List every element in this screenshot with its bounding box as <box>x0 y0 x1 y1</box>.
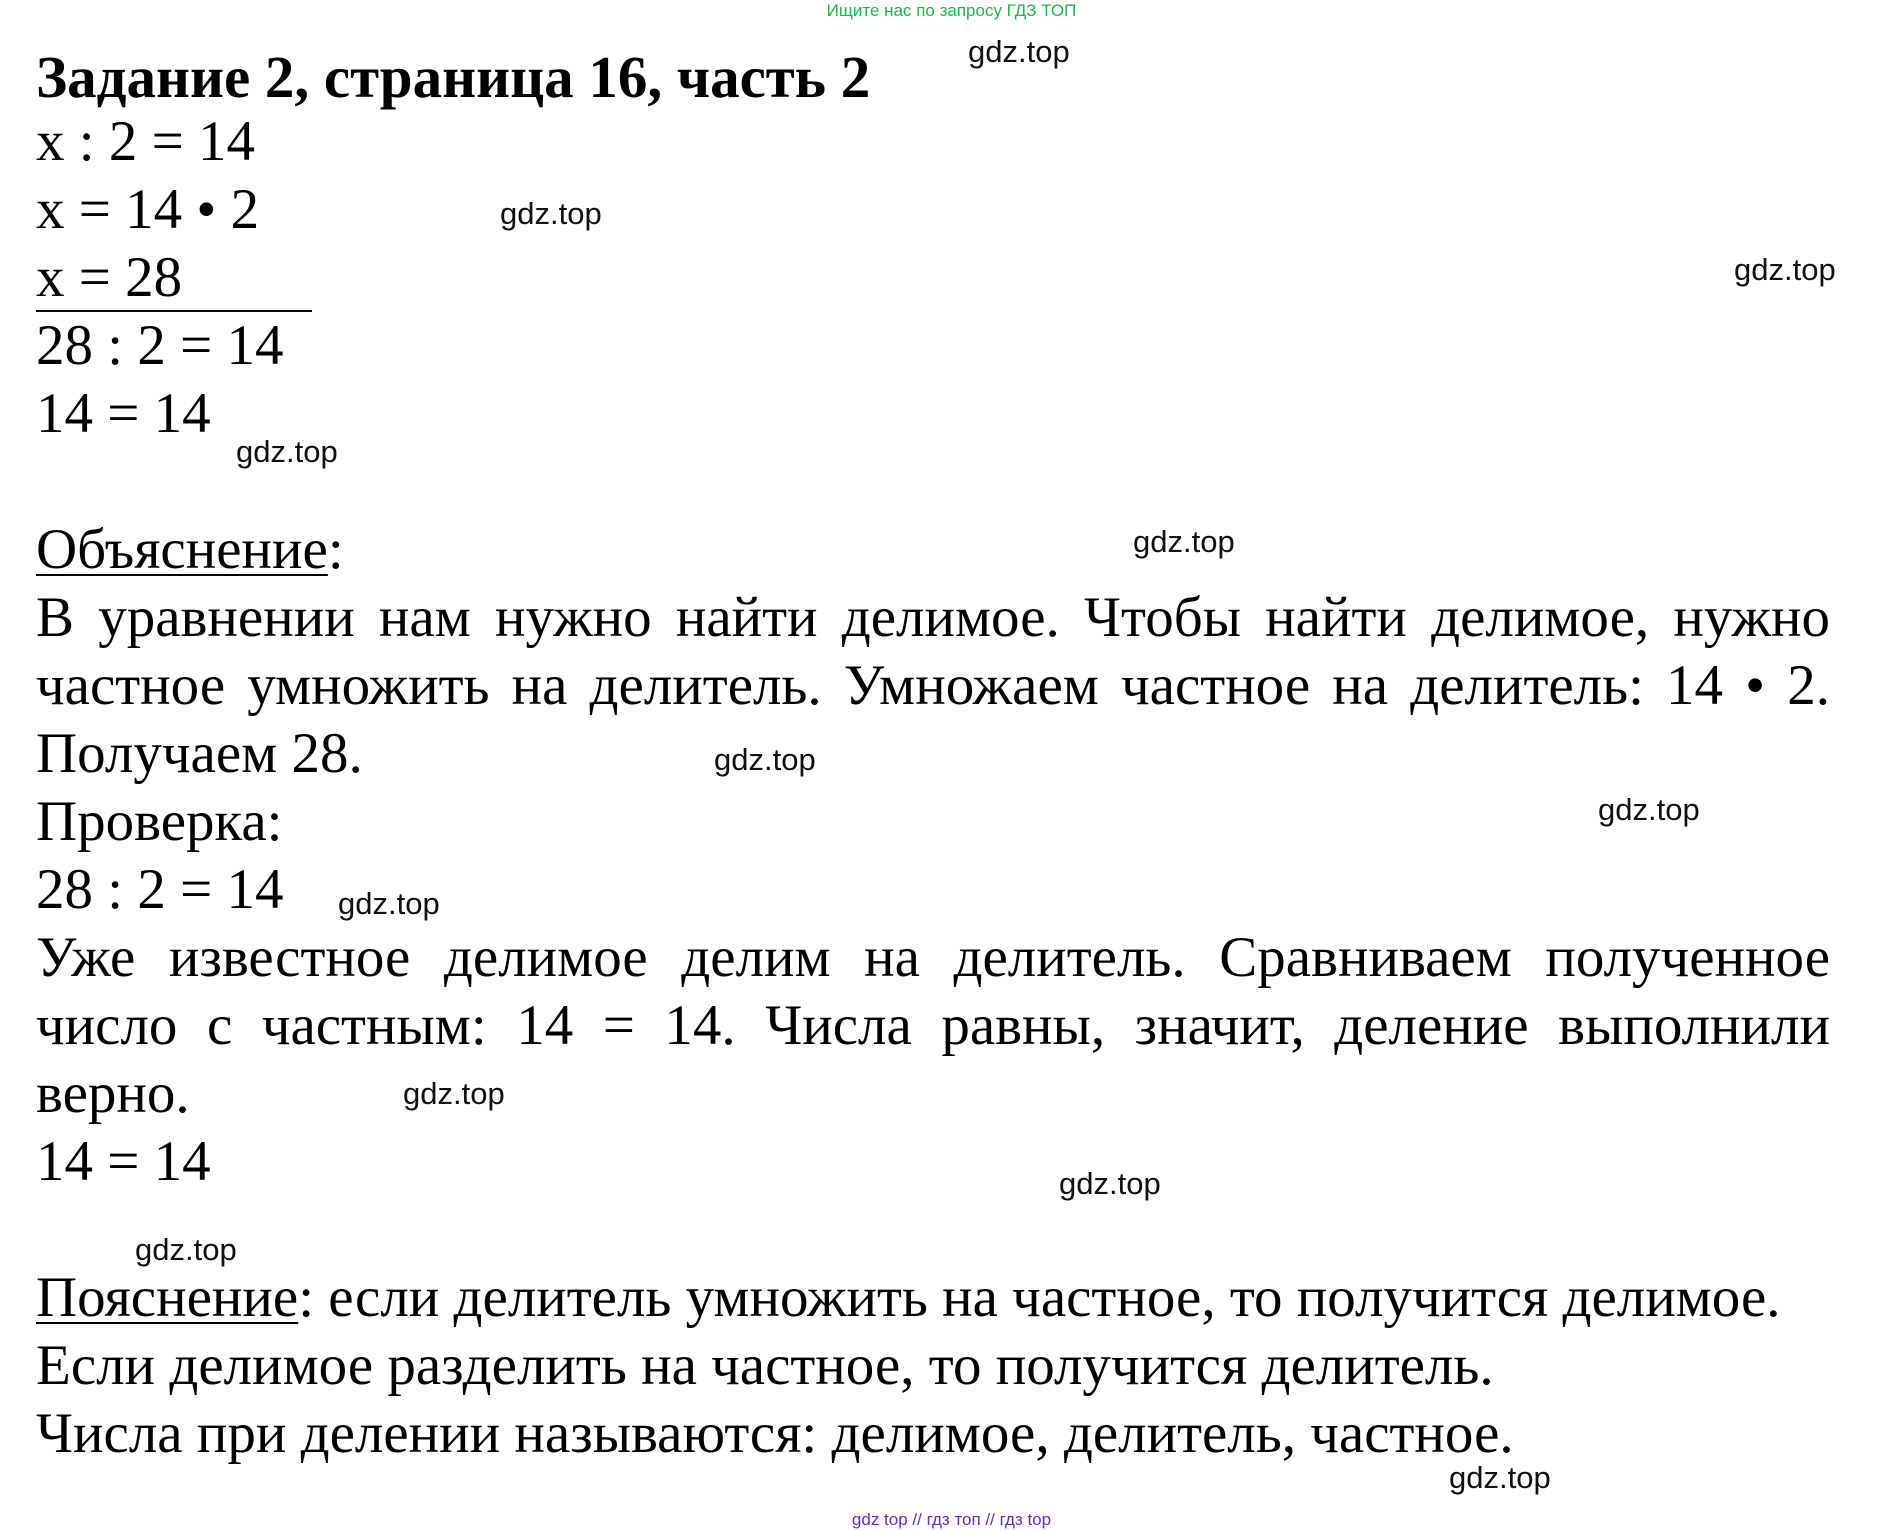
watermark: gdz.top <box>1734 252 1836 287</box>
check-line-2: 14 = 14 <box>36 382 211 445</box>
watermark: gdz.top <box>1059 1166 1161 1201</box>
watermark: gdz.top <box>236 434 338 469</box>
explanation-colon: : <box>327 518 344 581</box>
page-title: Задание 2, страница 16, часть 2 <box>36 44 871 110</box>
watermark: gdz.top <box>338 886 440 921</box>
note-text: : если делитель умножить на частное, то получится делимое. <box>298 1266 1781 1329</box>
watermark: gdz.top <box>714 742 816 777</box>
top-banner[interactable]: Ищите нас по запросу ГДЗ ТОП <box>826 1 1077 20</box>
watermark: gdz.top <box>968 34 1070 69</box>
note-label: Пояснение <box>36 1266 299 1329</box>
check-divider <box>36 310 312 312</box>
watermark: gdz.top <box>500 196 602 231</box>
explanation-heading <box>36 518 344 582</box>
explanation-text: В уравнении нам нужно найти делимое. Чтобы найти делимое, нужно частное умножить на делитель. Умножаем частное на делитель: 14 • 2. Получаем 28. <box>36 586 1830 785</box>
equation-line-2: x = 14 • 2 <box>36 178 260 241</box>
explanation-label: Объяснение <box>36 518 328 581</box>
watermark: gdz.top <box>403 1076 505 1111</box>
result-line: 14 = 14 <box>36 1130 211 1193</box>
check-text: Уже известное делимое делим на делитель. Сравниваем полученное число с частным: 14 = 14. Числа равны, значит, деление выполнили верно. <box>36 926 1830 1125</box>
footer-links[interactable]: gdz top // гдз топ // гдз top <box>851 1510 1052 1529</box>
check-equation: 28 : 2 = 14 <box>36 858 284 921</box>
check-line-1: 28 : 2 = 14 <box>36 314 284 377</box>
note-line-1 <box>36 1266 1781 1330</box>
note-line-3: Числа при делении называются: делимое, делитель, частное. <box>36 1402 1514 1465</box>
check-heading: Проверка: <box>36 790 283 853</box>
note-line-2: Если делимое разделить на частное, то получится делитель. <box>36 1334 1494 1397</box>
watermark: gdz.top <box>1449 1460 1551 1495</box>
watermark: gdz.top <box>1598 792 1700 827</box>
watermark: gdz.top <box>135 1232 237 1267</box>
equation-line-1: x : 2 = 14 <box>36 110 255 173</box>
watermark: gdz.top <box>1133 524 1235 559</box>
equation-line-3: x = 28 <box>36 246 183 309</box>
